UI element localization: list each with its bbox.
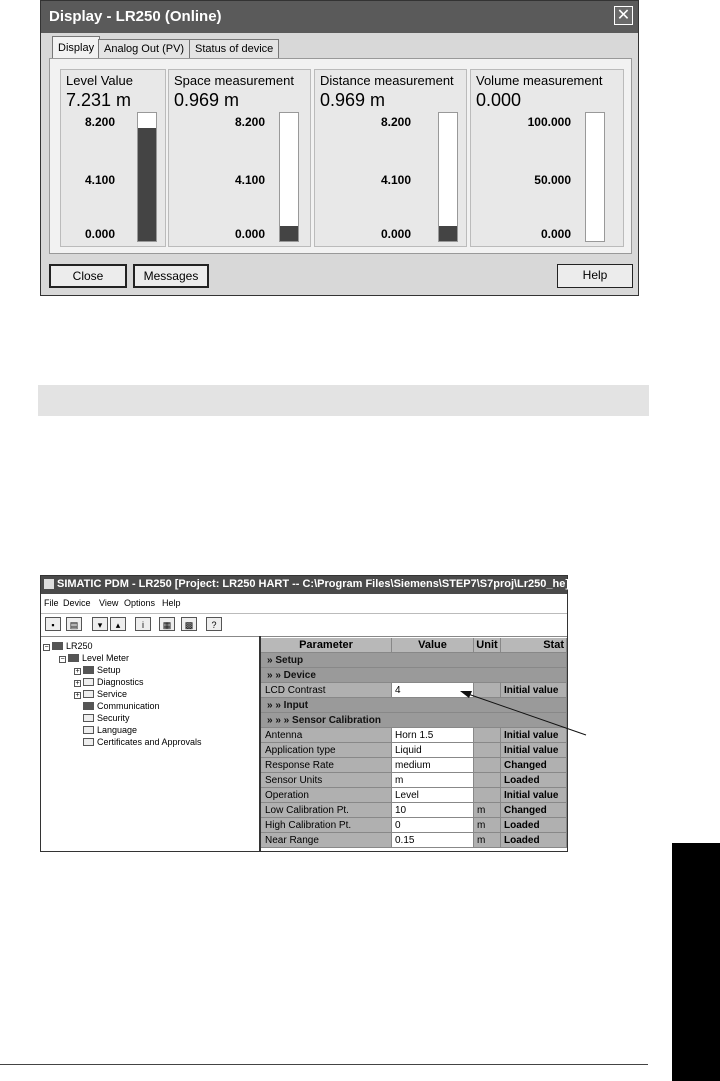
dialog-title-bar[interactable] bbox=[41, 1, 638, 33]
download-icon[interactable]: ▾ bbox=[92, 617, 108, 631]
value-cell[interactable]: 0 bbox=[392, 818, 474, 833]
column-header-value[interactable]: Value bbox=[392, 638, 474, 653]
space-bar bbox=[279, 112, 299, 242]
param-cell: Sensor Units bbox=[261, 773, 392, 788]
param-cell: Low Calibration Pt. bbox=[261, 803, 392, 818]
tree-root-label: LR250 bbox=[66, 641, 93, 651]
level-value-box bbox=[60, 69, 166, 247]
value-cell[interactable]: 4 bbox=[392, 683, 474, 698]
help-button[interactable]: Help bbox=[557, 264, 633, 288]
tree-item-label: Language bbox=[97, 725, 138, 735]
tree-item-language[interactable] bbox=[83, 724, 137, 736]
column-header-unit[interactable]: Unit bbox=[474, 638, 501, 653]
folder-icon bbox=[83, 714, 94, 722]
footer-rule bbox=[0, 1064, 648, 1065]
parameter-grid bbox=[261, 636, 567, 851]
tick-max: 100.000 bbox=[527, 115, 571, 129]
value-cell[interactable]: Level bbox=[392, 788, 474, 803]
space-measurement-box bbox=[168, 69, 311, 247]
folder-icon bbox=[83, 678, 94, 686]
expand-icon[interactable]: + bbox=[75, 692, 80, 699]
tick-max: 8.200 bbox=[234, 115, 265, 129]
param-cell: Antenna bbox=[261, 728, 392, 743]
unit-cell bbox=[474, 773, 501, 788]
tree-item-communication[interactable] bbox=[83, 700, 160, 712]
grid-icon[interactable]: ▩ bbox=[181, 617, 197, 631]
param-cell: Near Range bbox=[261, 833, 392, 848]
device-tree bbox=[41, 636, 261, 851]
tree-item-service[interactable] bbox=[74, 688, 127, 700]
tick-mid: 50.000 bbox=[534, 173, 571, 187]
print-icon[interactable]: ▤ bbox=[66, 617, 82, 631]
space-bar-fill bbox=[280, 226, 298, 241]
display-dialog bbox=[40, 0, 639, 296]
distance-measurement-reading: 0.969 m bbox=[320, 90, 386, 110]
group-row[interactable]: » » Input bbox=[261, 698, 567, 713]
tab-analog-out[interactable]: Analog Out (PV) bbox=[98, 39, 190, 58]
param-cell: High Calibration Pt. bbox=[261, 818, 392, 833]
menu-view[interactable]: View bbox=[99, 598, 119, 608]
tick-min: 0.000 bbox=[380, 227, 411, 241]
tree-item-diagnostics[interactable] bbox=[74, 676, 144, 688]
group-row[interactable]: » Setup bbox=[261, 653, 567, 668]
close-icon[interactable]: ✕ bbox=[614, 6, 633, 25]
chapter-side-tab bbox=[672, 843, 720, 1081]
distance-bar-fill bbox=[439, 226, 457, 241]
save-icon[interactable]: ▪ bbox=[45, 617, 61, 631]
space-measurement-reading: 0.969 m bbox=[174, 90, 240, 110]
value-cell[interactable]: 0.15 bbox=[392, 833, 474, 848]
menu-bar bbox=[41, 596, 567, 610]
status-cell: Changed bbox=[501, 758, 567, 773]
tree-item-label: Setup bbox=[97, 665, 121, 675]
value-cell[interactable]: Horn 1.5 bbox=[392, 728, 474, 743]
folder-icon bbox=[83, 702, 94, 710]
unit-cell bbox=[474, 743, 501, 758]
folder-icon bbox=[83, 666, 94, 674]
folder-icon bbox=[83, 738, 94, 746]
expand-icon[interactable]: + bbox=[75, 668, 80, 675]
param-cell: Application type bbox=[261, 743, 392, 758]
tick-max: 8.200 bbox=[84, 115, 115, 129]
status-cell: Loaded bbox=[501, 833, 567, 848]
table-icon[interactable]: ▦ bbox=[159, 617, 175, 631]
level-value-reading: 7.231 m bbox=[66, 90, 132, 110]
tree-root[interactable] bbox=[43, 640, 93, 652]
tick-max: 8.200 bbox=[380, 115, 411, 129]
value-cell[interactable]: medium bbox=[392, 758, 474, 773]
section-band bbox=[38, 385, 649, 416]
upload-icon[interactable]: ▴ bbox=[110, 617, 126, 631]
unit-cell: m bbox=[474, 818, 501, 833]
expand-icon[interactable]: + bbox=[75, 680, 80, 687]
tick-min: 0.000 bbox=[540, 227, 571, 241]
value-cell[interactable]: m bbox=[392, 773, 474, 788]
folder-icon bbox=[83, 726, 94, 734]
group-row[interactable]: » » Device bbox=[261, 668, 567, 683]
value-cell[interactable]: Liquid bbox=[392, 743, 474, 758]
dialog-title: Display - LR250 (Online) bbox=[49, 8, 222, 25]
level-bar bbox=[137, 112, 157, 242]
status-cell: Initial value bbox=[501, 728, 567, 743]
tree-item-security[interactable] bbox=[83, 712, 130, 724]
tick-mid: 4.100 bbox=[234, 173, 265, 187]
param-cell: Response Rate bbox=[261, 758, 392, 773]
distance-measurement-box bbox=[314, 69, 467, 247]
level-bar-fill bbox=[138, 128, 156, 241]
menu-help[interactable]: Help bbox=[162, 598, 181, 608]
menu-options[interactable]: Options bbox=[124, 598, 156, 608]
app-logo-icon bbox=[44, 579, 54, 589]
tick-min: 0.000 bbox=[84, 227, 115, 241]
distance-measurement-label: Distance measurement bbox=[320, 73, 454, 88]
menu-device[interactable]: Device bbox=[63, 598, 91, 608]
unit-cell bbox=[474, 788, 501, 803]
status-cell: Loaded bbox=[501, 773, 567, 788]
volume-measurement-box bbox=[470, 69, 624, 247]
toolbar bbox=[41, 613, 567, 637]
tree-item-label: Diagnostics bbox=[97, 677, 144, 687]
group-row[interactable]: » » » Sensor Calibration bbox=[261, 713, 567, 728]
tree-item-label: Communication bbox=[97, 701, 160, 711]
folder-icon bbox=[68, 654, 79, 662]
param-cell: LCD Contrast bbox=[261, 683, 392, 698]
messages-button[interactable]: Messages bbox=[133, 264, 209, 288]
value-cell[interactable]: 10 bbox=[392, 803, 474, 818]
tree-item-label: Service bbox=[97, 689, 128, 699]
tree-item-label: Security bbox=[97, 713, 130, 723]
close-button[interactable]: Close bbox=[49, 264, 127, 288]
folder-icon bbox=[83, 690, 94, 698]
device-icon bbox=[52, 642, 63, 650]
unit-cell: m bbox=[474, 833, 501, 848]
tree-item-level-meter[interactable] bbox=[59, 652, 129, 664]
window-title-bar[interactable] bbox=[41, 576, 570, 594]
volume-measurement-label: Volume measurement bbox=[476, 73, 603, 88]
param-cell: Operation bbox=[261, 788, 392, 803]
tree-item-setup[interactable] bbox=[74, 664, 121, 676]
status-cell: Initial value bbox=[501, 743, 567, 758]
help-pointer-icon[interactable]: ? bbox=[206, 617, 222, 631]
status-cell: Loaded bbox=[501, 818, 567, 833]
info-icon[interactable]: i bbox=[135, 617, 151, 631]
tick-min: 0.000 bbox=[234, 227, 265, 241]
menu-file[interactable]: File bbox=[44, 598, 59, 608]
tree-item-certificates[interactable] bbox=[83, 736, 202, 748]
volume-measurement-reading: 0.000 bbox=[476, 90, 522, 110]
tab-display[interactable]: Display bbox=[52, 36, 100, 59]
window-title: SIMATIC PDM - LR250 [Project: LR250 HART -- C:\Program Files\Siemens\STEP7\S7proj\Lr250_he] bbox=[57, 578, 570, 590]
tree-item-label: Certificates and Approvals bbox=[97, 737, 202, 747]
collapse-icon[interactable]: − bbox=[60, 656, 65, 663]
tree-group-label: Level Meter bbox=[82, 653, 130, 663]
level-value-label: Level Value bbox=[66, 73, 133, 88]
space-measurement-label: Space measurement bbox=[174, 73, 294, 88]
distance-bar bbox=[438, 112, 458, 242]
unit-cell: m bbox=[474, 803, 501, 818]
collapse-icon[interactable]: − bbox=[44, 644, 49, 651]
column-header-parameter[interactable]: Parameter bbox=[261, 638, 392, 653]
annotation-arrow bbox=[440, 680, 600, 740]
unit-cell bbox=[474, 758, 501, 773]
column-header-status[interactable]: Stat bbox=[501, 638, 567, 653]
display-panel bbox=[49, 58, 632, 254]
status-cell: Initial value bbox=[501, 788, 567, 803]
tick-mid: 4.100 bbox=[84, 173, 115, 187]
volume-bar bbox=[585, 112, 605, 242]
status-cell: Changed bbox=[501, 803, 567, 818]
tab-status-of-device[interactable]: Status of device bbox=[189, 39, 279, 58]
tick-mid: 4.100 bbox=[380, 173, 411, 187]
status-cell: Initial value bbox=[501, 683, 567, 698]
